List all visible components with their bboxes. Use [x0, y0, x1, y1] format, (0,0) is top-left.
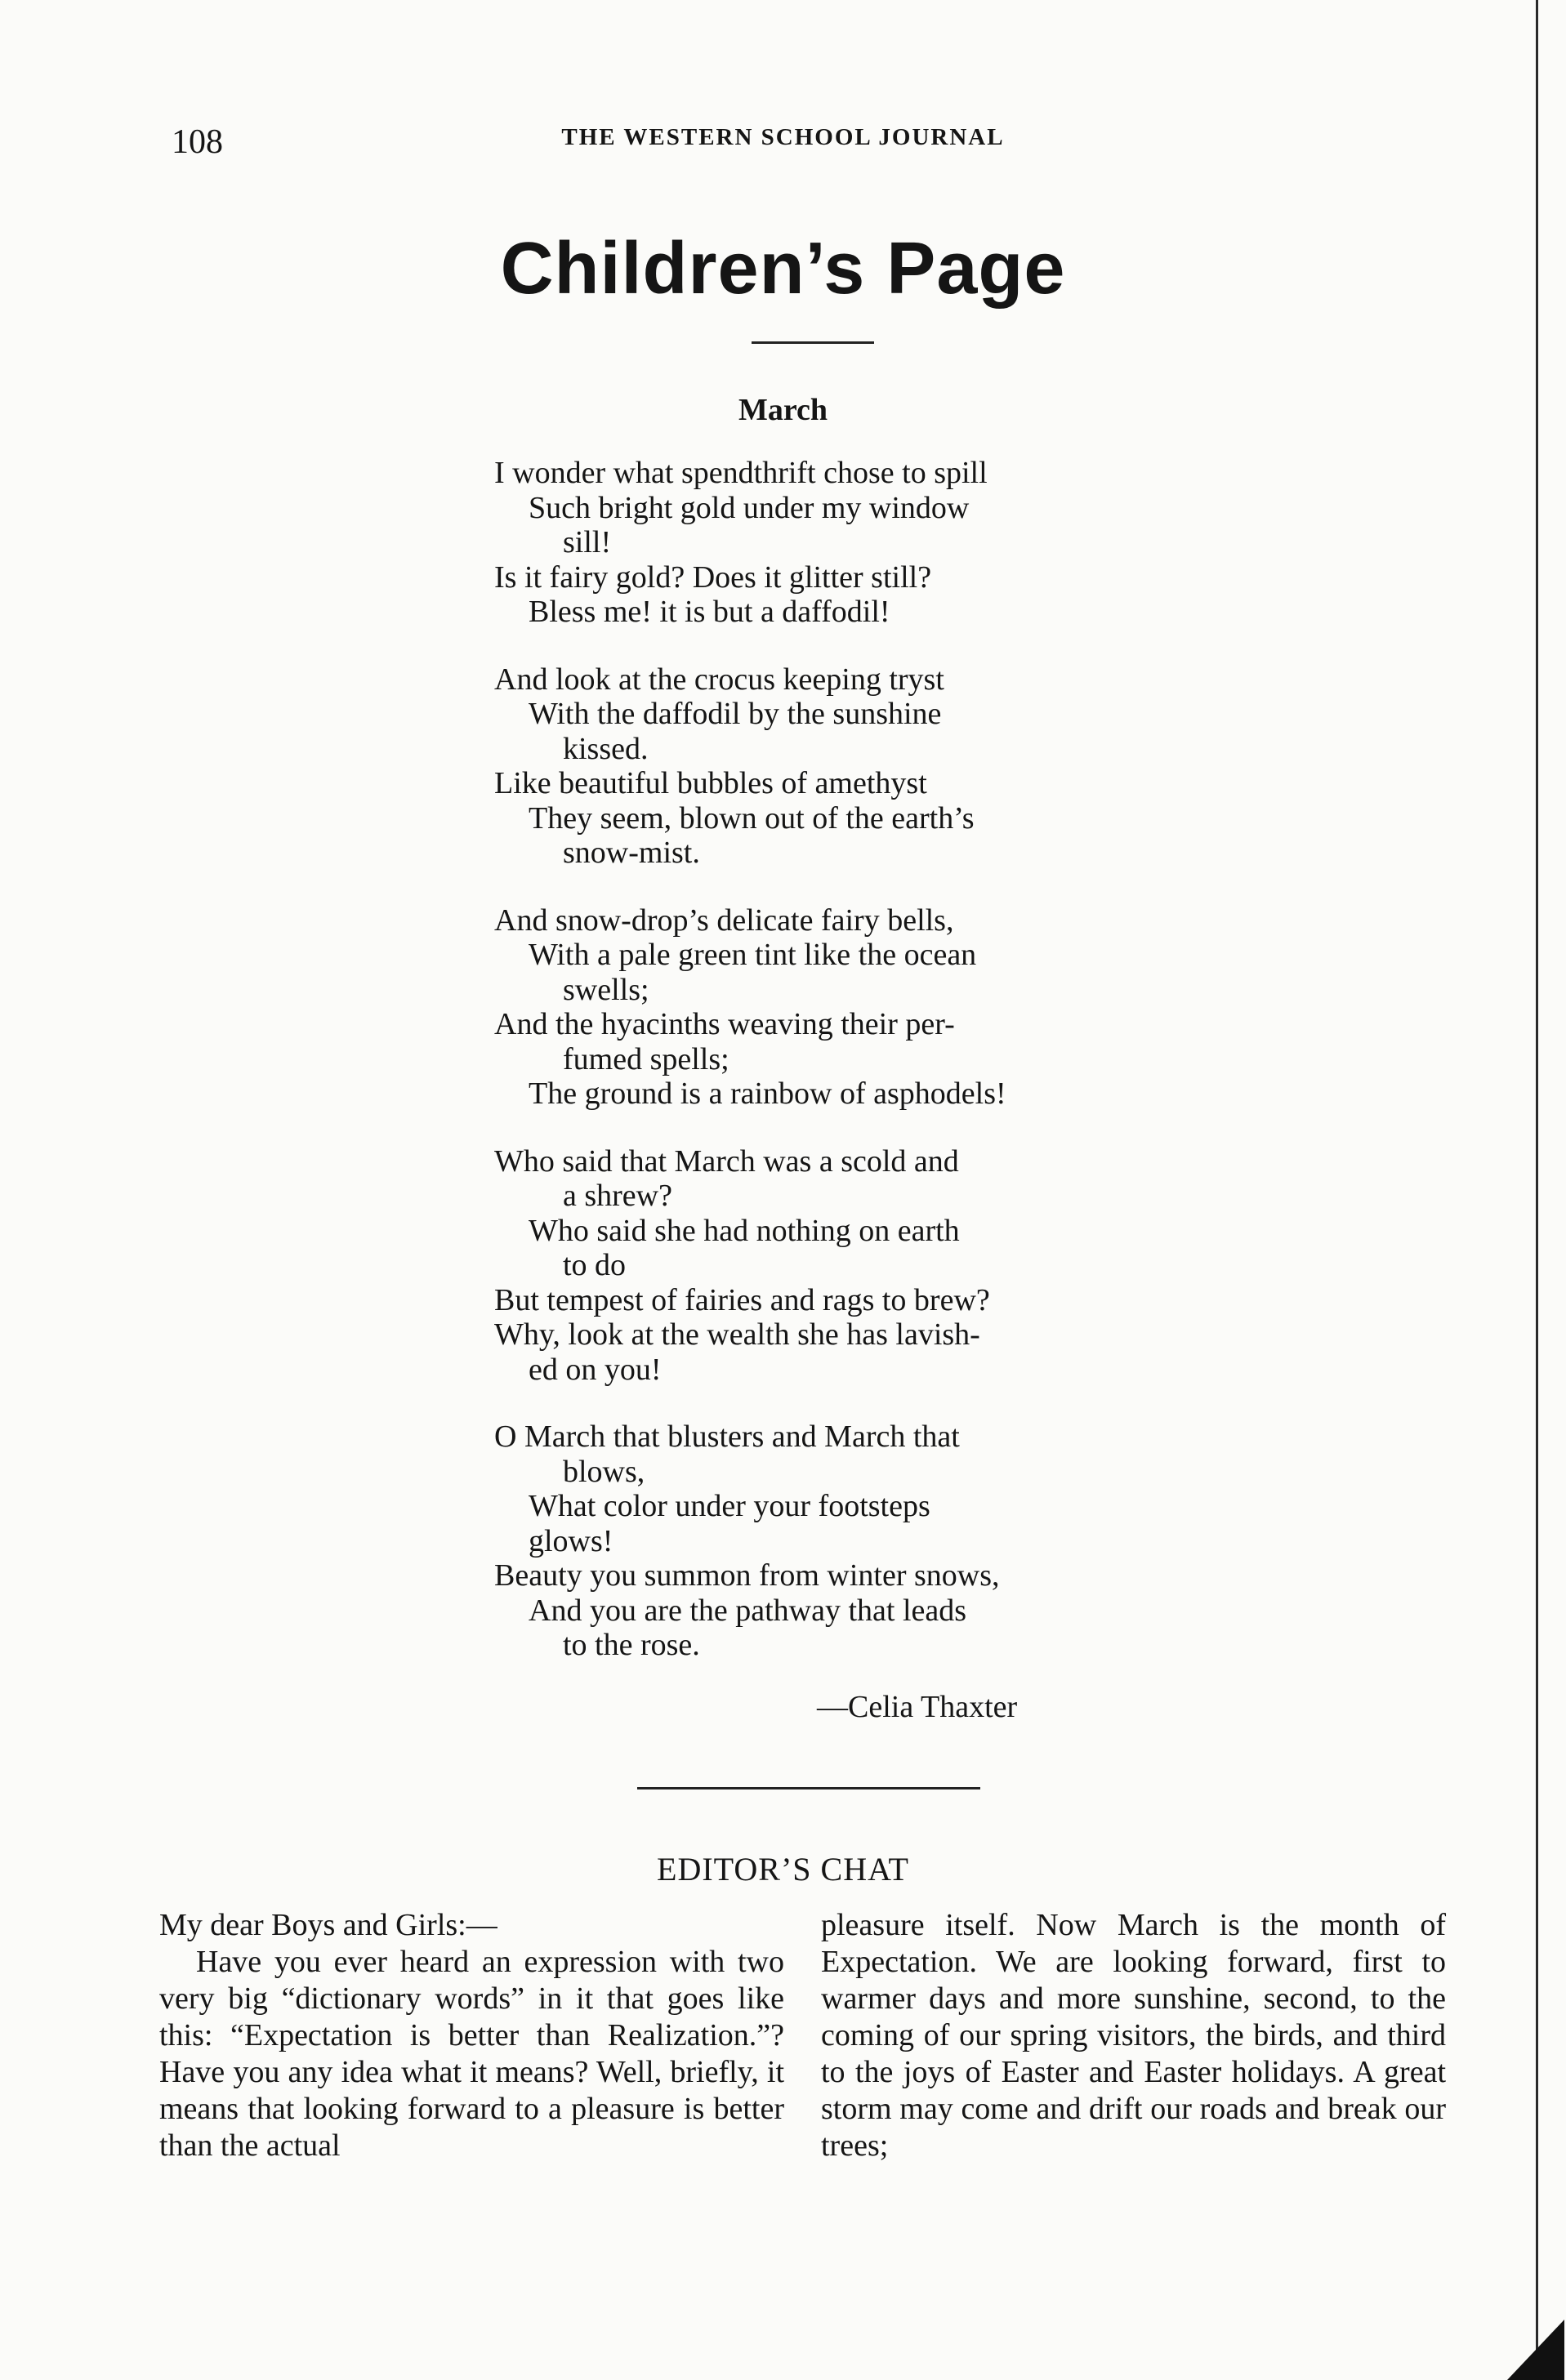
- right-column: [821, 1907, 1446, 2164]
- poem-line: Is it fairy gold? Does it glitter still?: [494, 559, 932, 595]
- page-number: 108: [172, 123, 223, 161]
- page-title: Children’s Page: [500, 228, 1066, 310]
- poem-attribution: —Celia Thaxter: [817, 1690, 1018, 1724]
- left-column: [159, 1907, 784, 2164]
- poem-line: Such bright gold under my window: [529, 490, 970, 525]
- poem-line: Beauty you summon from winter snows,: [494, 1558, 1000, 1593]
- poem-stanza: [494, 1420, 1123, 1663]
- poem-line: And snow-drop’s delicate fairy bells,: [494, 903, 954, 938]
- poem-title: March: [738, 393, 828, 427]
- right-paragraph: pleasure itself. Now March is the month of Expectation. We are looking forward, first to warmer days and more sunshine, second, to the coming of our spring visitors, the birds, and third to the joys of Easter and Easter holidays. A great storm may come and drift our roads and break our trees;: [821, 1908, 1446, 2163]
- section-separator-rule: [637, 1787, 980, 1789]
- poem-line: kissed.: [563, 731, 649, 766]
- poem-line: ed on you!: [529, 1352, 662, 1387]
- poem-line: fumed spells;: [563, 1041, 729, 1076]
- poem-line: But tempest of fairies and rags to brew?: [494, 1282, 990, 1317]
- poem-line: And the hyacinths weaving their per-: [494, 1007, 955, 1041]
- poem-line: to do: [563, 1248, 627, 1282]
- poem-line: O March that blusters and March that: [494, 1420, 960, 1454]
- poem-stanza: [494, 903, 1123, 1112]
- title-rule: [752, 341, 874, 344]
- poem-line: What color under your footsteps: [529, 1489, 930, 1523]
- poem-line: Who said that March was a scold and: [494, 1143, 959, 1179]
- poem-body: [494, 456, 1123, 1696]
- left-paragraph: Have you ever heard an expression with two very big “dictionary words” in it that goes like this: “Expectation is better than Realization.”? Have you any idea what it means? Well, briefly, it means that looking forward to a pleasure is better than the actual: [159, 1945, 784, 2163]
- poem-line: With the daffodil by the sunshine: [529, 697, 942, 731]
- poem-line: Who said she had nothing on earth: [529, 1213, 960, 1248]
- poem-line: blows,: [563, 1454, 645, 1489]
- poem-line: With a pale green tint like the ocean: [529, 938, 977, 972]
- poem-line: They seem, blown out of the earth’s: [529, 800, 975, 836]
- poem-line: glows!: [529, 1523, 613, 1558]
- poem-line: And you are the pathway that leads: [529, 1593, 967, 1628]
- poem-line: Like beautiful bubbles of amethyst: [494, 766, 927, 800]
- poem-line: snow-mist.: [563, 836, 700, 870]
- poem-line: I wonder what spendthrift chose to spill: [494, 456, 988, 490]
- poem-stanza: [494, 662, 1123, 871]
- poem-line: And look at the crocus keeping tryst: [494, 662, 944, 697]
- scan-margin-bar: [1536, 0, 1538, 2380]
- poem-stanza: [494, 456, 1123, 630]
- poem-line: swells;: [563, 972, 649, 1007]
- section-heading: EDITOR’S CHAT: [657, 1851, 909, 1888]
- salutation: My dear Boys and Girls:—: [159, 1908, 497, 1942]
- poem-line: a shrew?: [563, 1179, 672, 1213]
- poem-line: sill!: [563, 525, 612, 559]
- poem-line: The ground is a rainbow of asphodels!: [529, 1076, 1006, 1111]
- poem-line: Why, look at the wealth she has lavish-: [494, 1317, 980, 1352]
- poem-stanza: [494, 1144, 1123, 1388]
- running-head: THE WESTERN SCHOOL JOURNAL: [561, 124, 1005, 150]
- poem-line: Bless me! it is but a daffodil!: [529, 595, 890, 629]
- poem-line: to the rose.: [563, 1628, 700, 1662]
